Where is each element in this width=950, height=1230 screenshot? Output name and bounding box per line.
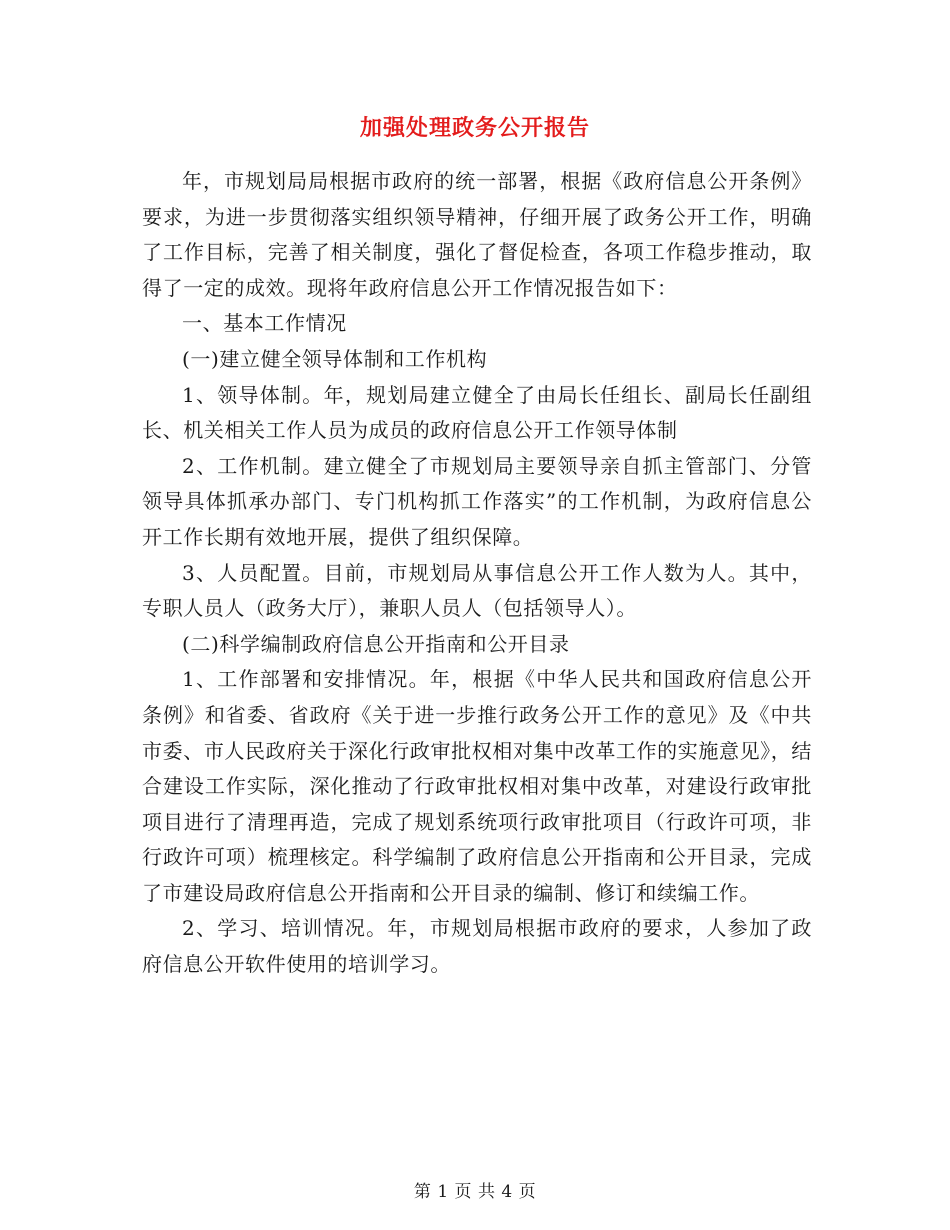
paragraph-intro: 年，市规划局局根据市政府的统一部署，根据《政府信息公开条例》要求，为进一步贯彻落实组织领导精神，仔细开展了政务公开工作，明确了工作目标，完善了相关制度，强化了督促检查，各项工作稳步推动，取得了一定的成效。现将年政府信息公开工作情况报告如下： (142, 169, 812, 300)
paragraph-training: 2、学习、培训情况。年，市规划局根据市政府的要求，人参加了政府信息公开软件使用的培训学习。 (142, 916, 812, 977)
subsection-heading-leadership: (一)建立健全领导体制和工作机构 (182, 346, 488, 371)
document-body (142, 164, 812, 983)
page-footer: 第 1 页 共 4 页 (413, 1182, 537, 1202)
subsection-heading-guide-catalog: (二)科学编制政府信息公开指南和公开目录 (182, 631, 570, 656)
section-heading-basic-work: 一、基本工作情况 (182, 311, 347, 336)
paragraph-staffing: 3、人员配置。目前，市规划局从事信息公开工作人数为人。其中，专职人员人（政务大厅），兼职人员人（包括领导人）。 (142, 560, 812, 621)
paragraph-deployment: 1、工作部署和安排情况。年，根据《中华人民共和国政府信息公开条例》和省委、省政府《关于进一步推行政务公开工作的意见》及《中共市委、市人民政府关于深化行政审批权相对集中改革工作的实施意见》，结合建设工作实际，深化推动了行政审批权相对集中改革，对建设行政审批项目进行了清理再造，完成了规划系统项行政审批项目（行政许可项，非行政许可项）梳理核定。科学编制了政府信息公开指南和公开目录，完成了市建设局政府信息公开指南和公开目录的编制、修订和续编工作。 (142, 667, 812, 905)
paragraph-work-mechanism: 2、工作机制。建立健全了市规划局主要领导亲自抓主管部门、分管领导具体抓承办部门、专门机构抓工作落实”的工作机制，为政府信息公开工作长期有效地开展，提供了组织保障。 (142, 453, 812, 549)
document-title: 加强处理政务公开报告 (359, 115, 590, 141)
paragraph-leadership-system: 1、领导体制。年，规划局建立健全了由局长任组长、副局长任副组长、机关相关工作人员为成员的政府信息公开工作领导体制 (142, 382, 812, 443)
